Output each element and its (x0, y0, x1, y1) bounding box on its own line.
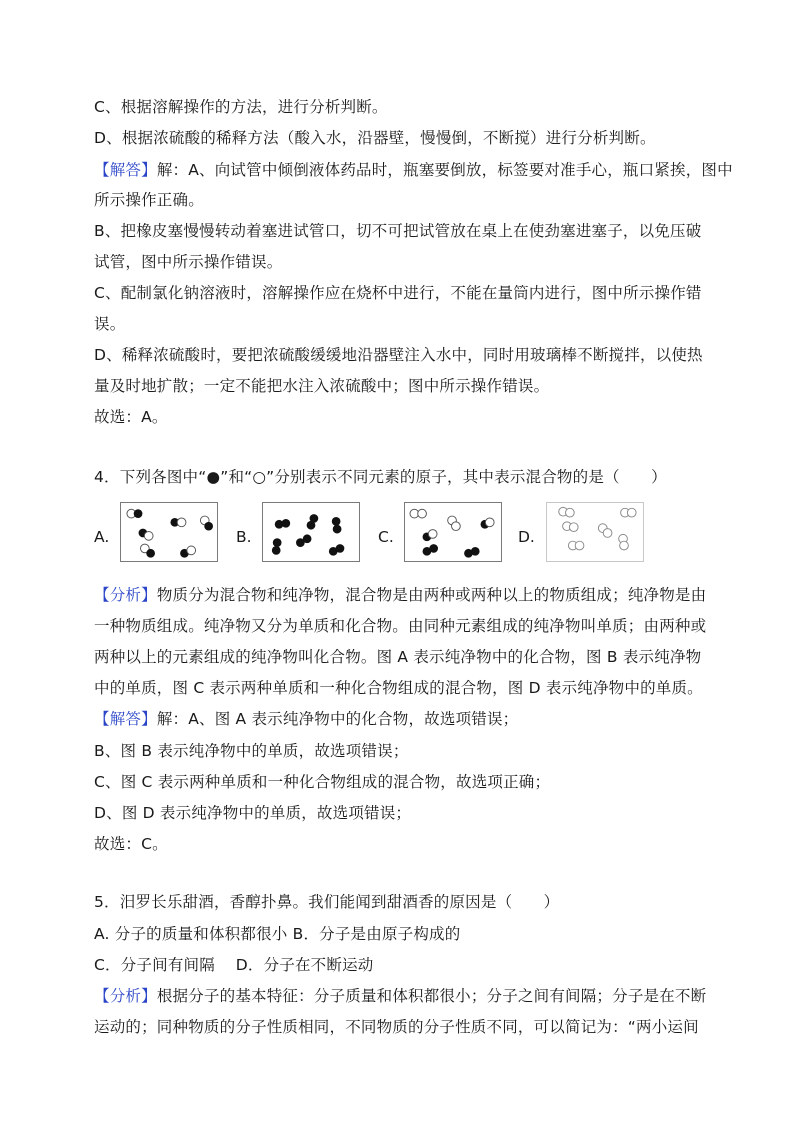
analysis-tag: 【分析】 (94, 586, 157, 604)
text-line: 试管，图中所示操作错误。 (94, 253, 283, 271)
option-a-label: A. (94, 528, 110, 546)
text-line: 故选：C。 (94, 835, 168, 853)
analysis-line: 【分析】根据分子的基本特征：分子质量和体积都很小；分子之间有间隔；分子是在不断 (94, 987, 707, 1005)
analysis-tag: 【分析】 (94, 987, 157, 1005)
text-line: B、图 B 表示纯净物中的单质，故选项错误； (94, 742, 409, 760)
text-line: 两种以上的元素组成的纯净物叫化合物。图 A 表示纯净物中的化合物，图 B 表示纯净物 (94, 648, 702, 666)
answer-tag: 【解答】 (94, 161, 157, 179)
answer-tag: 【解答】 (94, 710, 157, 728)
text-line: 故选：A。 (94, 408, 168, 426)
text-line: 运动的；同种物质的分子性质相同，不同物质的分子性质不同，可以简记为：“两小运间 (94, 1018, 699, 1036)
text-line: C、根据溶解操作的方法，进行分析判断。 (94, 98, 388, 116)
option-d-figure (546, 502, 644, 562)
text-line: 误。 (94, 315, 126, 333)
answer-line: 【解答】解：A、向试管中倾倒液体药品时，瓶塞要倒放，标签要对准手心，瓶口紧挨，图中 (94, 161, 733, 179)
option-b-figure (262, 502, 360, 562)
answer-line: 【解答】解：A、图 A 表示纯净物中的化合物，故选项错误； (94, 710, 519, 728)
text-line: C、图 C 表示两种单质和一种化合物组成的混合物，故选项正确； (94, 773, 551, 791)
question-4: 4．下列各图中“●”和“○”分别表示不同元素的原子，其中表示混合物的是（ ） (94, 468, 667, 486)
text-line: D、图 D 表示纯净物中的单质，故选项错误； (94, 804, 412, 822)
figure-c-atoms (405, 503, 501, 561)
text-line: 中的单质，图 C 表示两种单质和一种化合物组成的混合物，图 D 表示纯净物中的单质。 (94, 679, 703, 697)
text-line: B、把橡皮塞慢慢转动着塞进试管口，切不可把试管放在桌上在使劲塞进塞子，以免压破 (94, 222, 702, 240)
text-line: A. 分子的质量和体积都很小 B．分子是由原子构成的 (94, 925, 461, 943)
text-line: D、稀释浓硫酸时，要把浓硫酸缓缓地沿器壁注入水中，同时用玻璃棒不断搅拌，以使热 (94, 346, 703, 364)
text-line: 一种物质组成。纯净物又分为单质和化合物。由同种元素组成的纯净物叫单质；由两种或 (94, 617, 707, 635)
text-line: C．分子间有间隔 D．分子在不断运动 (94, 956, 374, 974)
option-b-label: B. (236, 528, 252, 546)
answer-options-figures (94, 502, 714, 566)
option-d-label: D. (518, 528, 535, 546)
figure-a-atoms (121, 503, 217, 561)
text-line: 量及时地扩散；一定不能把水注入浓硫酸中；图中所示操作错误。 (94, 377, 550, 395)
option-c-label: C. (378, 528, 394, 546)
figure-d-atoms (547, 503, 643, 561)
figure-b-atoms (263, 503, 359, 561)
analysis-line: 【分析】物质分为混合物和纯净物，混合物是由两种或两种以上的物质组成；纯净物是由 (94, 586, 707, 604)
option-c-figure (404, 502, 502, 562)
text-line: D、根据浓硫酸的稀释方法（酸入水，沿器壁，慢慢倒，不断搅）进行分析判断。 (94, 129, 656, 147)
question-5: 5．汨罗长乐甜酒，香醇扑鼻。我们能闻到甜酒香的原因是（ ） (94, 893, 560, 911)
option-a-figure (120, 502, 218, 562)
text-line: 所示操作正确。 (94, 191, 204, 209)
text-line: C、配制氯化钠溶液时，溶解操作应在烧杯中进行，不能在量筒内进行，图中所示操作错 (94, 284, 702, 302)
